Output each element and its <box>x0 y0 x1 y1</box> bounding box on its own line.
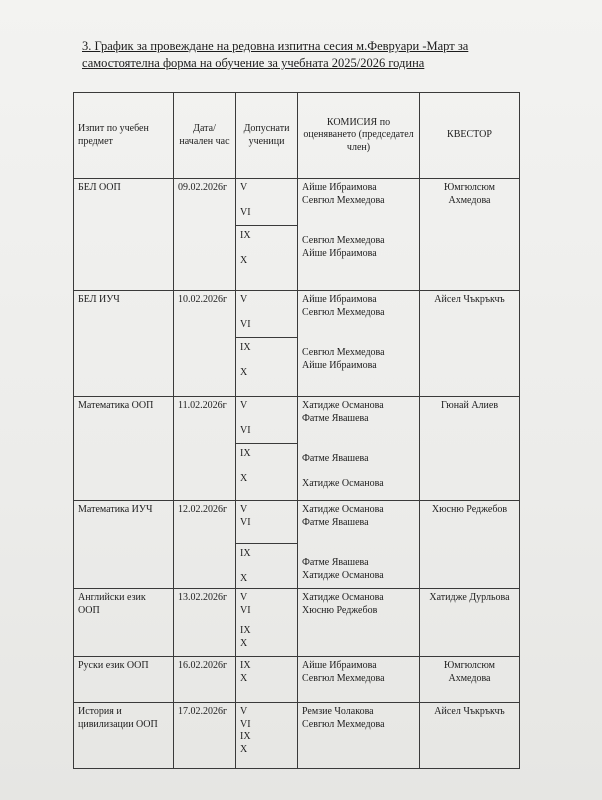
commission-member: Хатидже Османова <box>302 569 384 581</box>
row-divider <box>236 443 297 444</box>
commission-member: Севгюл Мехмедова <box>302 194 385 206</box>
date-cell: 17.02.2026г <box>174 703 236 769</box>
quaestor-name: Ахмедова <box>448 194 491 206</box>
title-line-1: 3. График за провеждане на редовна изпитна сесия м.Февруари -Март за <box>82 39 469 53</box>
table-row <box>74 291 520 397</box>
subject-cell: БЕЛ ООП <box>74 179 174 291</box>
commission-member: Фатме Явашева <box>302 453 369 464</box>
quaestor-cell <box>420 179 520 291</box>
commission-member: Севгюл Мехмедова <box>302 347 385 358</box>
subject-cell: Математика ИУЧ <box>74 501 174 589</box>
students-cell <box>236 657 298 703</box>
commission-member: Хатидже Османова <box>302 504 384 515</box>
header-commission: КОМИСИЯ по оценяването (председател член) <box>298 93 420 179</box>
students-cell <box>236 703 298 769</box>
title-line-2: самостоятелна форма на обучение за учебната 2025/2026 година <box>82 56 425 70</box>
date-cell: 16.02.2026г <box>174 657 236 703</box>
grade: V <box>240 592 248 603</box>
grade: X <box>240 572 248 584</box>
date-cell: 12.02.2026г <box>174 501 236 589</box>
commission-cell <box>298 501 420 589</box>
commission-member: Айше Ибраимова <box>302 294 377 305</box>
quaestor-name: Юмгюлсюм <box>443 182 496 193</box>
commission-cell <box>298 589 420 657</box>
commission-cell <box>298 179 420 291</box>
document-title <box>82 38 542 72</box>
table-row <box>74 703 520 769</box>
subject-cell: Руски език ООП <box>74 657 174 703</box>
grade: VI <box>240 318 251 330</box>
quaestor-name: Айсел Чъкръкчъ <box>434 706 505 717</box>
grade: X <box>240 254 248 266</box>
commission-member: Севгюл Мехмедова <box>302 306 385 318</box>
commission-member: Севгюл Мехмедова <box>302 718 385 730</box>
grade: IX <box>240 625 251 636</box>
students-cell <box>236 589 298 657</box>
quaestor-name: Хюсню Реджебов <box>431 504 508 515</box>
commission-member: Айше Ибраимова <box>302 359 377 371</box>
grade: V <box>240 706 248 717</box>
header-quaestor: КВЕСТОР <box>420 93 520 179</box>
quaestor-name: Ахмедова <box>448 672 491 684</box>
commission-member: Айше Ибраимова <box>302 247 377 259</box>
header-subject: Изпит по учебен предмет <box>74 93 174 179</box>
commission-cell <box>298 703 420 769</box>
table-header-row <box>74 93 520 179</box>
table-row <box>74 657 520 703</box>
grade: IX <box>240 660 251 671</box>
date-cell: 10.02.2026г <box>174 291 236 397</box>
grade: VI <box>240 516 251 528</box>
subject-cell: Математика ООП <box>74 397 174 501</box>
commission-member: Ремзие Чолакова <box>302 706 374 717</box>
grade: IX <box>240 342 251 353</box>
commission-cell <box>298 397 420 501</box>
table-row <box>74 397 520 501</box>
date-cell: 09.02.2026г <box>174 179 236 291</box>
commission-member: Фатме Явашева <box>302 412 369 424</box>
quaestor-cell <box>420 501 520 589</box>
grade: V <box>240 400 248 411</box>
subject-cell: Английски език ООП <box>74 589 174 657</box>
header-date: Дата/ начален час <box>174 93 236 179</box>
students-cell <box>236 397 298 501</box>
quaestor-name: Айсел Чъкръкчъ <box>434 294 505 305</box>
quaestor-cell <box>420 657 520 703</box>
quaestor-name: Гюнай Алиев <box>440 400 499 411</box>
grade: IX <box>240 448 251 459</box>
header-students: Допуснати ученици <box>236 93 298 179</box>
commission-member: Хюсню Реджебов <box>302 604 378 616</box>
grade: IX <box>240 731 251 742</box>
table-row <box>74 501 520 589</box>
grade: IX <box>240 230 251 241</box>
quaestor-name: Хатидже Дурльова <box>429 592 510 603</box>
row-divider <box>236 225 297 226</box>
subject-cell: История и цивилизации ООП <box>74 703 174 769</box>
grade: X <box>240 472 248 484</box>
grade: V <box>240 294 248 305</box>
grade: X <box>240 637 248 649</box>
grade: VI <box>240 206 251 218</box>
commission-member: Хатидже Османова <box>302 477 384 489</box>
commission-cell <box>298 291 420 397</box>
commission-member: Айше Ибраимова <box>302 660 377 671</box>
quaestor-cell <box>420 589 520 657</box>
grade: X <box>240 672 248 684</box>
commission-member: Севгюл Мехмедова <box>302 235 385 246</box>
table-row <box>74 589 520 657</box>
row-divider <box>236 337 297 338</box>
table-row <box>74 179 520 291</box>
grade: VI <box>240 424 251 436</box>
students-cell <box>236 501 298 589</box>
quaestor-cell <box>420 703 520 769</box>
students-cell <box>236 291 298 397</box>
quaestor-cell <box>420 397 520 501</box>
commission-member: Фатме Явашева <box>302 557 369 568</box>
grade: X <box>240 366 248 378</box>
commission-member: Севгюл Мехмедова <box>302 672 385 684</box>
grade: VI <box>240 604 251 616</box>
grade: IX <box>240 548 251 559</box>
commission-member: Хатидже Османова <box>302 400 384 411</box>
commission-member: Хатидже Османова <box>302 592 384 603</box>
commission-cell <box>298 657 420 703</box>
grade: VI <box>240 718 251 730</box>
grade: V <box>240 182 248 193</box>
commission-member: Фатме Явашева <box>302 516 369 528</box>
students-cell <box>236 179 298 291</box>
subject-cell: БЕЛ ИУЧ <box>74 291 174 397</box>
row-divider <box>236 543 297 544</box>
grade: X <box>240 743 248 755</box>
exam-schedule-table <box>73 92 520 769</box>
commission-member: Айше Ибраимова <box>302 182 377 193</box>
grade: V <box>240 504 248 515</box>
date-cell: 13.02.2026г <box>174 589 236 657</box>
quaestor-name: Юмгюлсюм <box>443 660 496 671</box>
date-cell: 11.02.2026г <box>174 397 236 501</box>
quaestor-cell <box>420 291 520 397</box>
